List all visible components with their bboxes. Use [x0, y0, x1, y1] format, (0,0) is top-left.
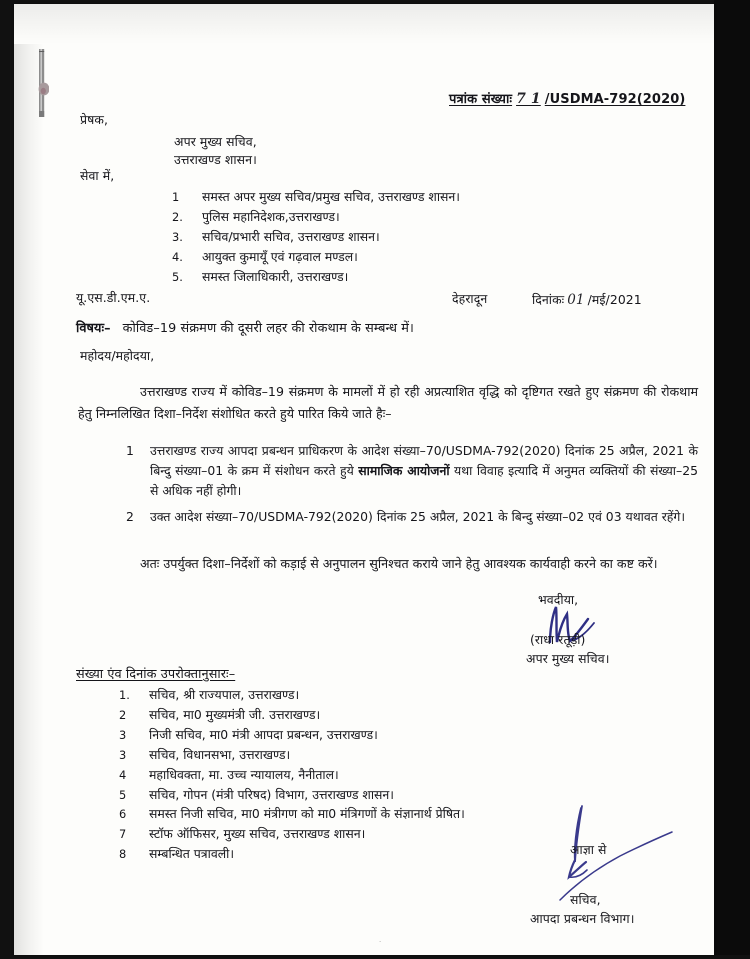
signer-name: (राधा रतूड़ी): [530, 632, 586, 647]
reference-label: पत्रांक संख्याः: [449, 92, 513, 107]
recipient-row: [172, 191, 672, 203]
order-signer-department: आपदा प्रबन्धन विभाग।: [530, 911, 635, 926]
clause-emphasis: सामाजिक आयोजनों: [358, 463, 450, 479]
endorsement-text: सचिव, मा0 मुख्यमंत्री जी. उत्तराखण्ड।: [149, 706, 321, 722]
scan-speck-artifact: ·: [379, 938, 382, 946]
endorsement-row: [119, 746, 639, 762]
recipient-text: आयुक्त कुमायूँ एवं गढ़वाल मण्डल।: [202, 248, 358, 264]
order-signer-title: सचिव,: [570, 892, 601, 907]
endorsement-text: स्टॉफ ऑफिसर, मुख्य सचिव, उत्तराखण्ड शासन।: [149, 826, 366, 842]
clause-body: [150, 507, 698, 527]
department-code: यू.एस.डी.एम.ए.: [76, 290, 151, 305]
clause-number: 2: [126, 509, 134, 524]
recipient-number: 4.: [172, 249, 183, 264]
closing-paragraph-text: अतः उपर्युक्त दिशा–निर्देशों को कड़ाई से अनुपालन सुनिश्चत कराये जाने हेतु आवश्यक कार्यवाही करने का कष्ट करें।: [140, 556, 658, 571]
salutation: महोदय/महोदया,: [80, 348, 155, 363]
endorsement-row: [119, 786, 639, 802]
document-text-layer: [14, 4, 714, 955]
clause-text-part1: उक्त आदेश संख्या–70/USDMA-792(2020) दिनांक 25 अप्रैल, 2021 के बिन्दु संख्या–02 एवं 03 यथावत रहेंगे।: [150, 509, 686, 524]
date-line: [532, 291, 642, 309]
by-order-label: आज्ञा से: [570, 842, 607, 857]
recipient-number: 3.: [172, 229, 183, 244]
endorsement-number: 3: [119, 727, 127, 742]
endorsement-text: सचिव, गोपन (मंत्री परिषद) विभाग, उत्तराखण्ड शासन।: [149, 786, 394, 802]
recipient-text: सचिव/प्रभारी सचिव, उत्तराखण्ड शासन।: [202, 228, 380, 244]
endorsement-number: 7: [119, 827, 127, 842]
subject-label: विषयः–: [76, 321, 111, 336]
endorsement-text: सचिव, विधानसभा, उत्तराखण्ड।: [149, 746, 291, 762]
place-of-issue: देहरादून: [452, 291, 488, 306]
photo-border-bottom: [0, 955, 750, 959]
endorsement-row: [119, 828, 639, 840]
date-month-year: /मई/2021: [587, 292, 642, 307]
from-government: उत्तराखण्ड शासन।: [174, 152, 257, 167]
photo-border-right: [714, 0, 750, 959]
endorsement-row: [119, 689, 639, 701]
endorsement-number: 6: [119, 807, 127, 822]
recipient-row: [172, 248, 672, 264]
date-label: दिनांकः: [532, 292, 565, 307]
recipient-list: [172, 191, 672, 291]
intro-paragraph-text: उत्तराखण्ड राज्य में कोविड–19 संक्रमण के मामलों में हो रही अप्रत्याशित वृद्धि को दृष्टिगत रखते हुए संक्रमण की रोकथाम हेतु निम्नलिखित दिशा–निर्देश संशोधित करते हुये पारित किये जाते हैः–: [78, 384, 698, 421]
endorsement-number: 2: [119, 707, 127, 722]
endorsement-row: [119, 726, 639, 742]
recipient-row: [172, 268, 672, 284]
clause-row: [126, 441, 698, 501]
endorsement-number: 5: [119, 787, 127, 802]
endorsement-number: 8: [119, 847, 127, 862]
endorsement-row: [119, 706, 639, 722]
clause-body: [150, 441, 698, 501]
to-label: सेवा में,: [80, 168, 115, 183]
recipient-row: [172, 228, 672, 244]
recipient-number: 2.: [172, 209, 183, 224]
clause-text-part2: यथा विवाह इत्यादि में अनुमत व्यक्तियों की संख्या–25 से अधिक नहीं होगी।: [150, 463, 698, 499]
signer-title: अपर मुख्य सचिव।: [526, 651, 610, 666]
from-label: प्रेषक,: [80, 112, 109, 127]
date-handwritten: 01: [567, 292, 585, 308]
document-page: [14, 4, 714, 955]
reference-handwritten-digits: 7 1: [516, 91, 541, 107]
clause-row: [126, 507, 698, 527]
endorsement-row: [119, 808, 639, 820]
endorsement-number: 4: [119, 767, 127, 782]
recipient-number: 5.: [172, 269, 183, 284]
endorsement-text: सचिव, श्री राज्यपाल, उत्तराखण्ड।: [149, 687, 300, 702]
subject-text: कोविड–19 संक्रमण की दूसरी लहर की रोकथाम के सम्बन्ध में।: [122, 321, 415, 336]
endorsement-row: [119, 766, 639, 782]
endorsement-heading: संख्या एंव दिनांक उपरोक्तानुसारः–: [76, 667, 236, 682]
from-designation: अपर मुख्य सचिव,: [174, 134, 257, 149]
clause-text-part1: उत्तराखण्ड राज्य आपदा प्रबन्धन प्राधिकरण के आदेश संख्या–70/USDMA-792(2020) दिनांक 25 अप्रैल, 2021 के बिन्दु संख्या–01 के क्रम में संशोधन करते हुये: [150, 443, 698, 479]
endorsement-text: निजी सचिव, मा0 मंत्री आपदा प्रबन्धन, उत्तराखण्ड।: [149, 726, 378, 742]
reference-order-number: /USDMA-792(2020): [544, 92, 686, 107]
intro-paragraph: [78, 381, 698, 424]
recipient-number: 1: [172, 190, 180, 204]
recipient-row: [172, 208, 672, 224]
photo-border-left: [0, 0, 14, 959]
endorsement-list: [119, 689, 639, 868]
endorsement-text: सम्बन्धित पत्रावली।: [149, 846, 235, 862]
reference-number-line: [449, 90, 685, 109]
endorsement-row: [119, 848, 639, 860]
subject-line: [76, 320, 414, 337]
closing-paragraph: [78, 553, 698, 575]
sign-off: भवदीया,: [538, 592, 579, 607]
clause-number: 1: [126, 443, 134, 458]
recipient-text: समस्त जिलाधिकारी, उत्तराखण्ड।: [202, 268, 349, 284]
recipient-text: समस्त अपर मुख्य सचिव/प्रमुख सचिव, उत्तराखण्ड शासन।: [202, 189, 460, 204]
endorsement-text: समस्त निजी सचिव, मा0 मंत्रीगण को मा0 मंत्रिगणों के संज्ञानार्थ प्रेषित।: [149, 806, 465, 822]
endorsement-number: 3: [119, 747, 127, 762]
endorsement-text: महाधिवक्ता, मा. उच्च न्यायालय, नैनीताल।: [149, 766, 339, 782]
recipient-text: पुलिस महानिदेशक,उत्तराखण्ड।: [202, 208, 340, 224]
endorsement-number: 1.: [119, 688, 130, 702]
